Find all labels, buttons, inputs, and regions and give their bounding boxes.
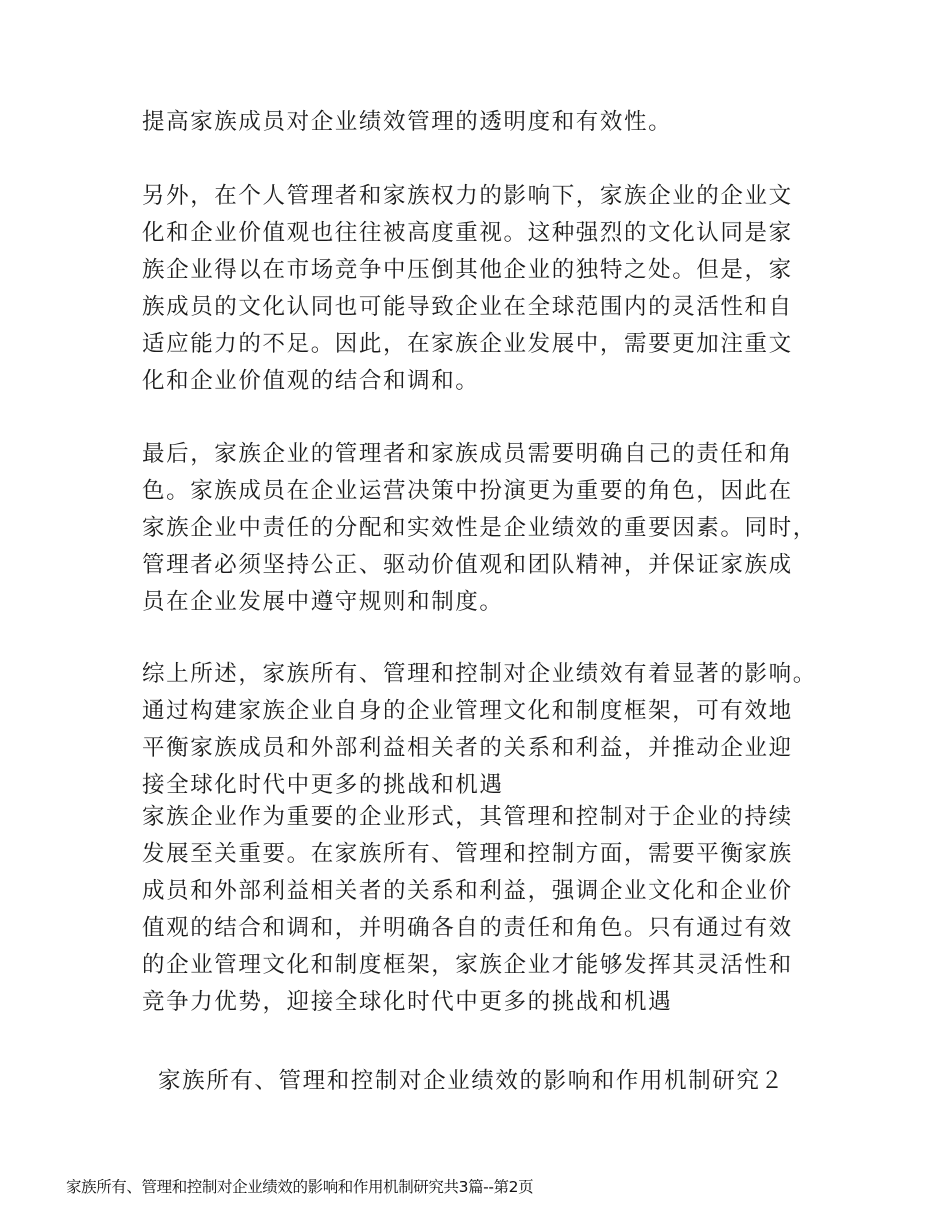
paragraph-line: 族企业得以在市场竞争中压倒其他企业的独特之处。但是，家 bbox=[142, 257, 793, 283]
paragraph-line: 最后，家族企业的管理者和家族成员需要明确自己的责任和角 bbox=[142, 441, 793, 467]
paragraph-line: 另外，在个人管理者和家族权力的影响下，家族企业的企业文 bbox=[142, 183, 793, 209]
paragraph-line: 竞争力优势，迎接全球化时代中更多的挑战和机遇 bbox=[142, 989, 673, 1015]
page-footer: 家族所有、管理和控制对企业绩效的影响和作用机制研究共3篇--第2页 bbox=[66, 1178, 534, 1196]
paragraph-line: 通过构建家族企业自身的企业管理文化和制度框架，可有效地 bbox=[142, 698, 793, 724]
paragraph-line: 适应能力的不足。因此，在家族企业发展中，需要更加注重文 bbox=[142, 331, 793, 357]
paragraph-line: 发展至关重要。在家族所有、管理和控制方面，需要平衡家族 bbox=[142, 841, 793, 867]
paragraph-line: 的企业管理文化和制度框架，家族企业才能够发挥其灵活性和 bbox=[142, 952, 793, 978]
paragraph-4 bbox=[142, 656, 822, 804]
paragraph-3 bbox=[142, 436, 822, 621]
paragraph-line: 成员和外部利益相关者的关系和利益，强调企业文化和企业价 bbox=[142, 878, 793, 904]
paragraph-2 bbox=[142, 178, 822, 400]
paragraph-line: 家族企业作为重要的企业形式，其管理和控制对于企业的持续 bbox=[142, 804, 793, 830]
paragraph-line: 家族企业中责任的分配和实效性是企业绩效的重要因素。同时， bbox=[142, 515, 817, 541]
paragraph-line: 提高家族成员对企业绩效管理的透明度和有效性。 bbox=[142, 109, 673, 135]
paragraph-line: 员在企业发展中遵守规则和制度。 bbox=[142, 589, 504, 615]
section-heading: 家族所有、管理和控制对企业绩效的影响和作用机制研究２ bbox=[158, 1068, 785, 1094]
paragraph-line: 接全球化时代中更多的挑战和机遇 bbox=[142, 772, 504, 798]
paragraph-line: 化和企业价值观也往往被高度重视。这种强烈的文化认同是家 bbox=[142, 220, 793, 246]
paragraph-line: 平衡家族成员和外部利益相关者的关系和利益，并推动企业迎 bbox=[142, 735, 793, 761]
paragraph-line: 管理者必须坚持公正、驱动价值观和团队精神，并保证家族成 bbox=[142, 552, 793, 578]
paragraph-line: 族成员的文化认同也可能导致企业在全球范围内的灵活性和自 bbox=[142, 294, 793, 320]
paragraph-5 bbox=[142, 799, 822, 1021]
paragraph-1 bbox=[142, 104, 822, 141]
paragraph-line: 色。家族成员在企业运营决策中扮演更为重要的角色，因此在 bbox=[142, 478, 793, 504]
paragraph-line: 值观的结合和调和，并明确各自的责任和角色。只有通过有效 bbox=[142, 915, 793, 941]
paragraph-line: 化和企业价值观的结合和调和。 bbox=[142, 368, 480, 394]
paragraph-line: 综上所述，家族所有、管理和控制对企业绩效有着显著的影响。 bbox=[142, 661, 817, 687]
